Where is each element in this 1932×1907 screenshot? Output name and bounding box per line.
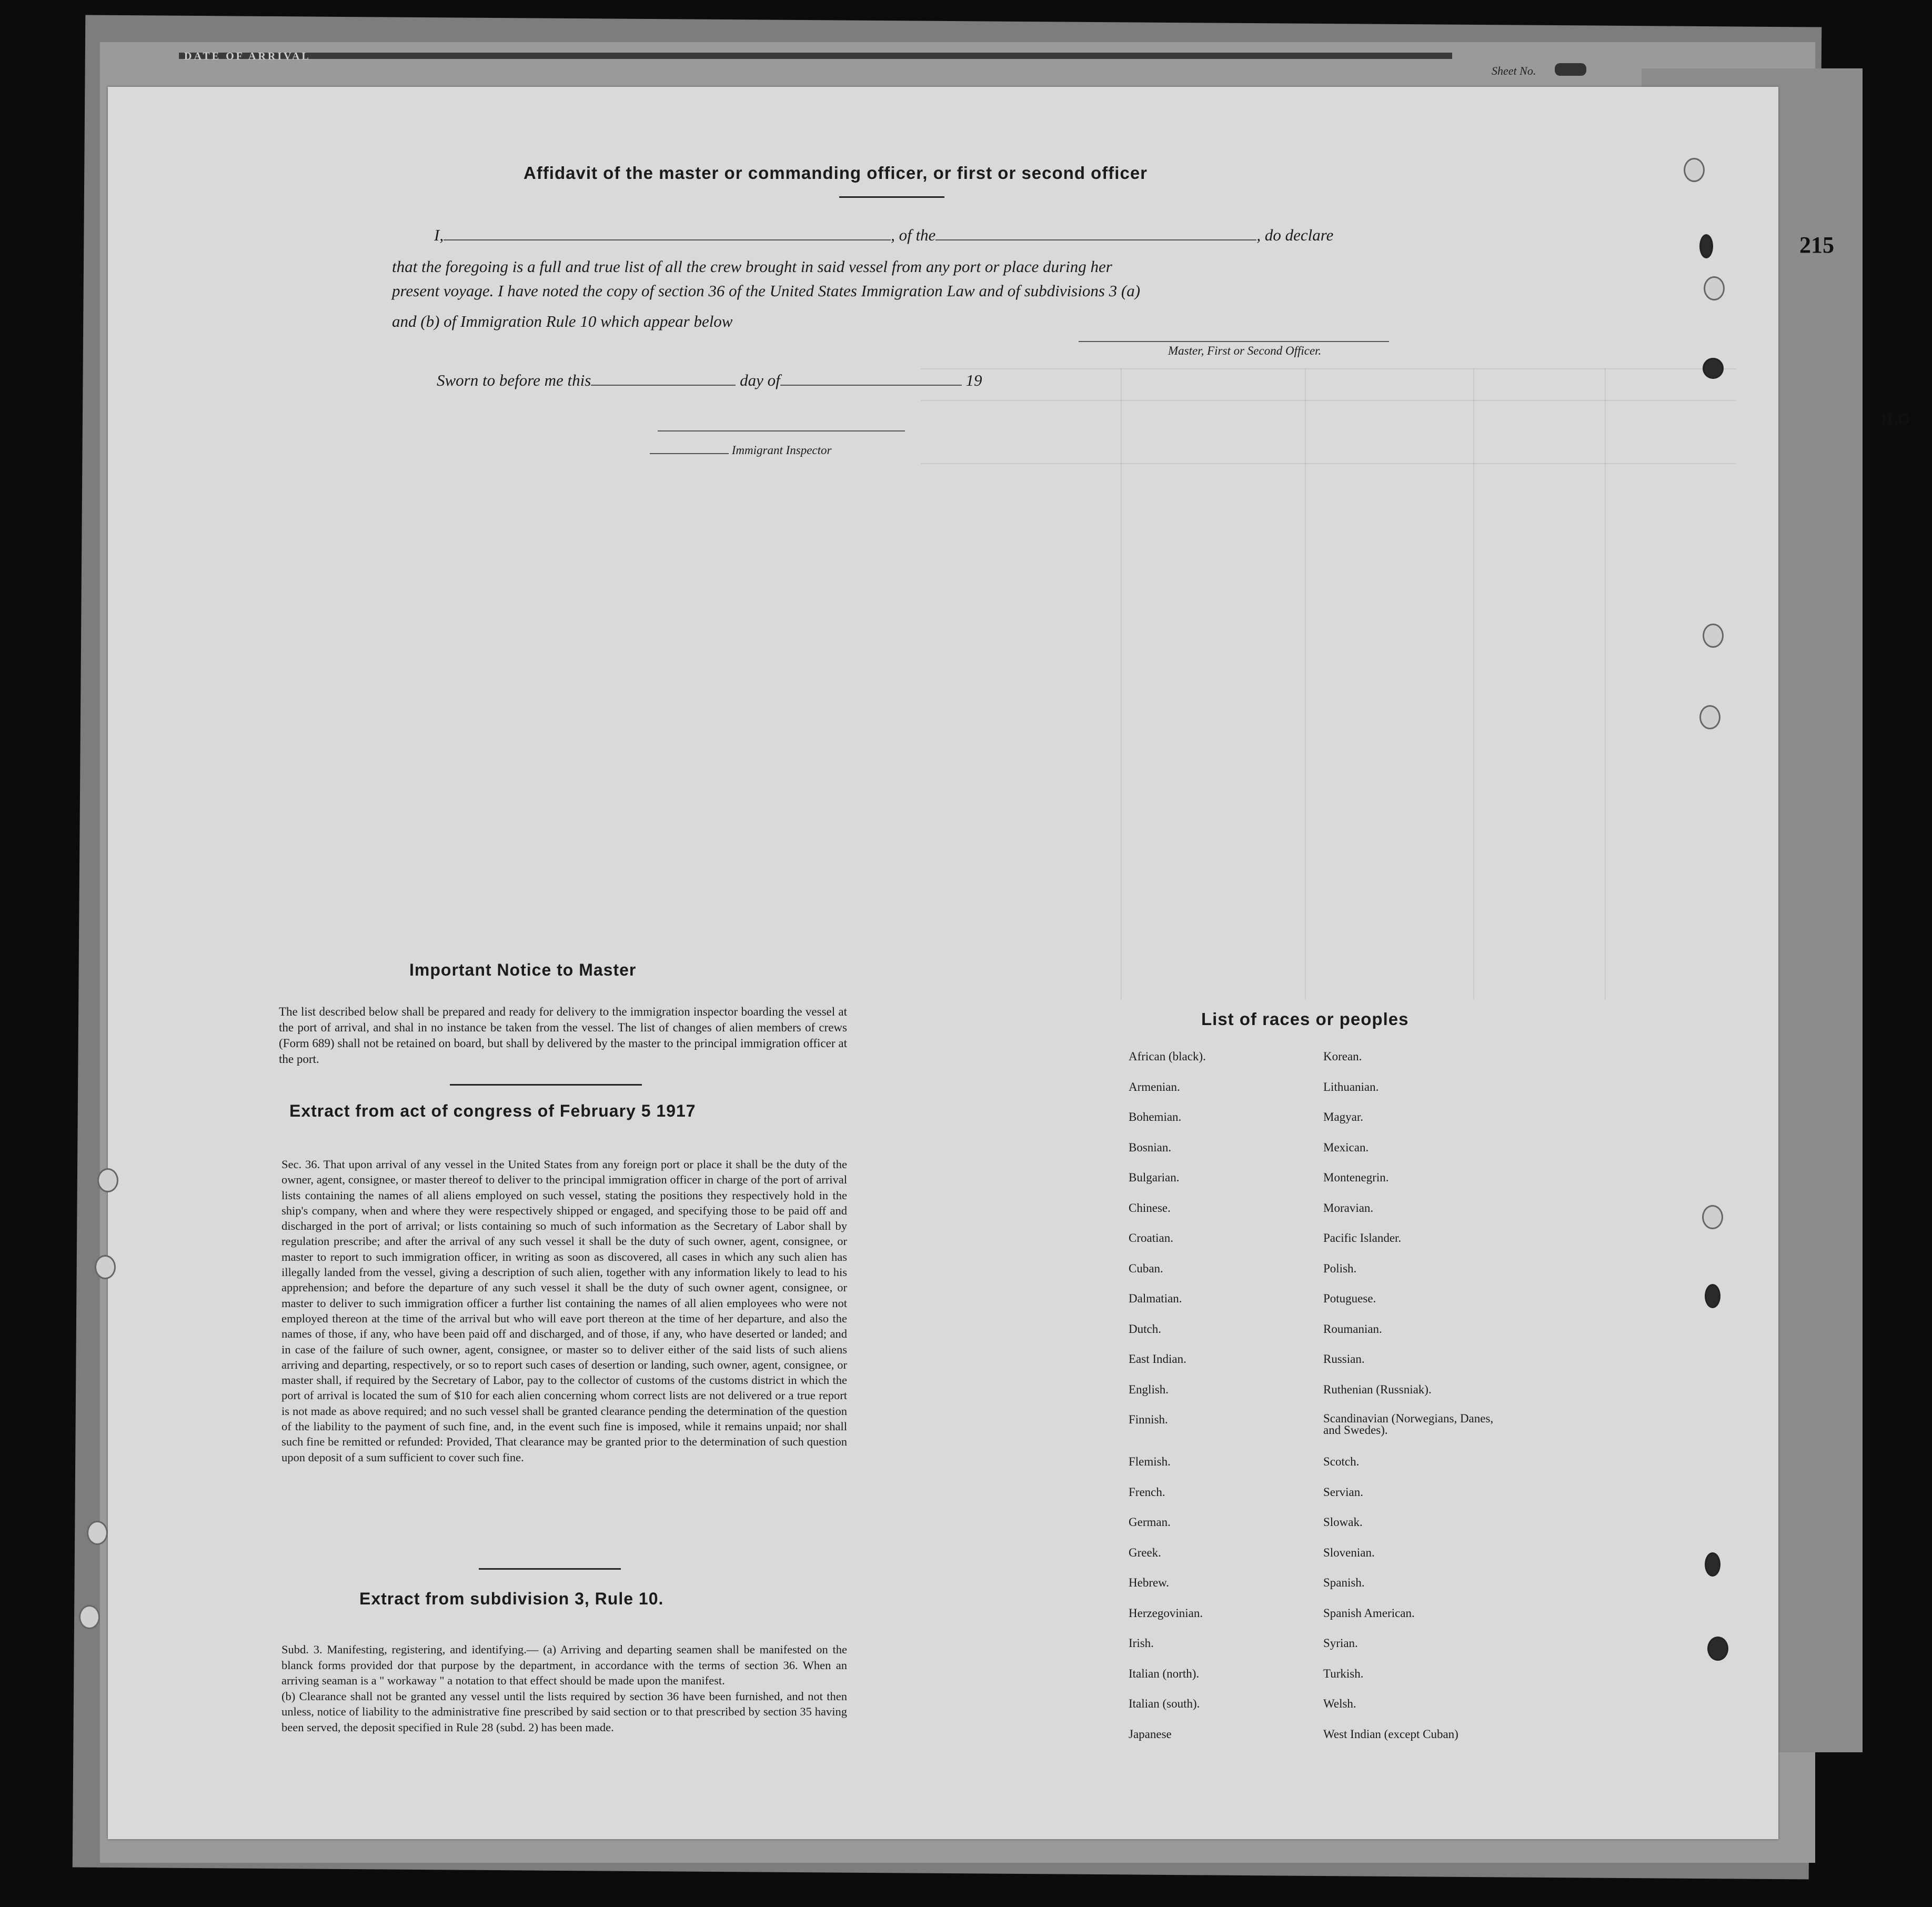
affidavit-line3: present voyage. I have noted the copy of section 36 of the United States Immigration Law and of subdivisions 3 (a) <box>392 282 1141 300</box>
race-right: Slovenian. <box>1323 1545 1375 1559</box>
sworn-day-blank <box>591 372 736 386</box>
inspector-signature-line <box>658 430 905 431</box>
binder-hole <box>97 1168 118 1192</box>
sworn-day-of: day of <box>740 371 780 389</box>
race-right: Polish. <box>1323 1261 1357 1275</box>
sheet-number-label: Sheet No. <box>1492 64 1536 77</box>
extract-act-title: Extract from act of congress of February 5 1917 <box>289 1101 696 1120</box>
race-right: Russian. <box>1323 1352 1365 1366</box>
binder-hole <box>1699 705 1720 729</box>
affidavit-i: I, <box>434 226 444 244</box>
affidavit-declare: , do declare <box>1256 226 1334 244</box>
race-left: French. <box>1129 1485 1165 1499</box>
inspector-label: Immigrant Inspector <box>731 444 832 457</box>
race-row <box>1126 1515 1547 1546</box>
race-row <box>1126 1171 1547 1201</box>
race-left: Finnish. <box>1129 1413 1168 1426</box>
inspector-blank <box>650 453 729 454</box>
race-right: Syrian. <box>1323 1637 1358 1650</box>
race-row <box>1126 1231 1547 1262</box>
race-row <box>1126 1110 1547 1141</box>
race-right: Slowak. <box>1323 1515 1363 1529</box>
binder-hole <box>1684 158 1705 182</box>
race-right: Ruthenian (Russniak). <box>1323 1382 1432 1396</box>
date-of-arrival-label: DATE OF ARRIVAL <box>184 51 311 62</box>
race-row <box>1126 1697 1547 1728</box>
races-list <box>1126 1050 1547 1758</box>
race-row <box>1126 1607 1547 1637</box>
race-right: Magyar. <box>1323 1110 1364 1123</box>
binder-hole <box>79 1605 100 1629</box>
race-row <box>1126 1322 1547 1353</box>
race-right: Welsh. <box>1323 1697 1356 1710</box>
race-left: Japanese <box>1129 1727 1172 1741</box>
race-row <box>1126 1637 1547 1667</box>
sworn-line <box>437 371 982 390</box>
notice-body: The list described below shall be prepared and ready for delivery to the immigration inspector boarding the vessel at the port of arrival, and shal in no instance be taken from the vessel. The list of changes of alien members of crews (Form 689) shall not be retained on board, but shall by delivered by the master to the principal immigration officer at the port. <box>279 1005 847 1066</box>
race-row <box>1126 1576 1547 1607</box>
race-left: Bohemian. <box>1129 1110 1182 1123</box>
binder-hole <box>1702 1205 1723 1229</box>
binder-hole <box>1704 276 1725 300</box>
race-row <box>1126 1728 1547 1758</box>
divider <box>839 196 944 198</box>
race-right: Lithuanian. <box>1323 1080 1379 1093</box>
page-number: 215 <box>1799 232 1834 258</box>
race-left: Bulgarian. <box>1129 1171 1180 1184</box>
affidavit-title: Affidavit of the master or commanding officer, or first or second officer <box>524 163 1148 183</box>
binder-hole <box>87 1521 108 1545</box>
race-left: English. <box>1129 1382 1169 1396</box>
race-left: Dalmatian. <box>1129 1292 1182 1305</box>
binder-hole <box>1703 358 1724 379</box>
race-row <box>1126 1080 1547 1111</box>
subdivision-para-a: Subd. 3. Manifesting, registering, and identifying.— (a) Arriving and departing seamen shall be manifested on the blanck forms provided dor that purpose by the department, in accordance with the terms of section 36. When an arriving seaman is a " workaway " a notation to that effect should be made upon the manifest. <box>281 1643 847 1687</box>
sheet-number-stamp <box>1555 63 1586 76</box>
binder-hole <box>1705 1552 1720 1577</box>
race-row <box>1126 1352 1547 1383</box>
race-row <box>1126 1383 1547 1413</box>
race-right: Roumanian. <box>1323 1322 1382 1336</box>
race-right: Potuguese. <box>1323 1292 1376 1305</box>
race-right: Turkish. <box>1323 1667 1364 1680</box>
race-right: Pacific Islander. <box>1323 1231 1402 1244</box>
race-left: African (black). <box>1129 1050 1206 1063</box>
race-row <box>1126 1546 1547 1577</box>
race-row <box>1126 1201 1547 1232</box>
signature-label: Master, First or Second Officer. <box>1168 344 1322 357</box>
race-right: Mexican. <box>1323 1140 1369 1154</box>
race-right: Scotch. <box>1323 1455 1360 1468</box>
race-right: West Indian (except Cuban) <box>1323 1727 1458 1741</box>
subdivision-3-text <box>281 1642 847 1735</box>
race-row <box>1126 1050 1547 1080</box>
vessel-blank <box>935 228 1256 240</box>
race-right: Spanish American. <box>1323 1606 1415 1620</box>
inspector-label-row <box>650 444 831 457</box>
signature-line <box>1079 341 1389 342</box>
race-left: Flemish. <box>1129 1455 1171 1468</box>
binder-hole <box>95 1255 116 1279</box>
race-right: Montenegrin. <box>1323 1171 1389 1184</box>
race-left: Italian (south). <box>1129 1697 1200 1710</box>
sworn-text: Sworn to before me this <box>437 371 591 389</box>
notice-title: Important Notice to Master <box>409 960 637 979</box>
race-left: Armenian. <box>1129 1080 1180 1093</box>
section-36-text: Sec. 36. That upon arrival of any vessel in the United States from any foreign port or place it shall be the duty of the owner, agent, consignee, or master thereof to deliver to the principal immigration officer in charge of the port of arrival lists containing the names of all aliens employed on such vessel, stating the positions they respectively hold in the ship's company, when and where they were respectively shipped or engaged, and specifying those to be paid off and discharged in the port of arrival; or lists containing so much of such information as the Secretary of Labor shall by regulation prescribe; and after the arrival of any such vessel it shall be the duty of such owner, agent, consignee, or master to report to such immigration officer, in writing as soon as discovered, all cases in which any such alien has illegally landed from the vessel, giving a description of such alien, together with any information likely to lead to his apprehension; and before the departure of any such vessel it shall be the duty of such owner agent, consignee, or master to deliver to such immigration officer a further list containing the names of all alien employees who were not employed thereon at the time of the arrival but who will eave port thereon at the time of her departure, and also the names of those, if any, who have been paid off and discharged, and of those, if any, who have deserted or landed; and in case of the failure of such owner, agent, consignee, or master so to deliver either of the said lists of such aliens arriving and departing, respectively, or so to report such cases of desertion or landing, such owner, agent, consignee, or master shall, if required by the Secretary of Labor, pay to the collector of customs of the customs district in which the port of arrival is located the sum of $10 for each alien concerning whom correct lists are not delivered or a true report is not made as above required; and no such vessel shall be granted clearance pending the determination of the question of the liability to the payment of such fine, and, in the event such fine is imposed, while it remains unpaid; nor shall such fine be remitted or refunded: Provided, That clearance may be granted prior to the determination of such question upon deposit of a sum sufficient to cover such fine. <box>281 1158 847 1464</box>
race-right: Spanish. <box>1323 1576 1365 1589</box>
race-left: Chinese. <box>1129 1201 1171 1215</box>
affidavit-line2: that the foregoing is a full and true list of all the crew brought in said vessel from any port or place during her <box>392 257 1112 276</box>
race-row <box>1126 1486 1547 1516</box>
race-left: Dutch. <box>1129 1322 1161 1336</box>
top-strip <box>179 53 1452 59</box>
race-right: Scandinavian (Norwegians, Danes, and Swedes). <box>1323 1412 1494 1437</box>
race-row <box>1126 1667 1547 1698</box>
race-left: Bosnian. <box>1129 1140 1172 1154</box>
subdivision-para-b: (b) Clearance shall not be granted any vessel until the lists required by section 36 have been furnished, and not then unless, notice of liability to the administrative fine prescribed by said section or to that prescribed by section 35 having been served, the deposit specified in Rule 28 (subd. 2) has been made. <box>281 1689 847 1734</box>
race-row <box>1126 1455 1547 1486</box>
edge-mark: ILO <box>1881 410 1910 428</box>
race-row <box>1126 1141 1547 1171</box>
race-row <box>1126 1413 1547 1455</box>
race-right: Korean. <box>1323 1050 1362 1063</box>
divider <box>479 1568 621 1570</box>
race-left: German. <box>1129 1515 1171 1529</box>
race-right: Servian. <box>1323 1485 1364 1499</box>
affidavit-of-the: , of the <box>891 226 936 244</box>
race-left: East Indian. <box>1129 1352 1186 1366</box>
race-left: Hebrew. <box>1129 1576 1170 1589</box>
race-right: Moravian. <box>1323 1201 1374 1215</box>
race-left: Cuban. <box>1129 1261 1163 1275</box>
race-left: Herzegovinian. <box>1129 1606 1203 1620</box>
race-left: Greek. <box>1129 1545 1161 1559</box>
binder-hole <box>1703 624 1724 648</box>
name-blank <box>444 228 891 240</box>
sworn-month-blank <box>780 372 962 386</box>
binder-hole <box>1705 1284 1720 1308</box>
divider <box>450 1084 642 1086</box>
affidavit-line4: and (b) of Immigration Rule 10 which appear below <box>392 312 733 330</box>
binder-hole <box>1699 234 1713 258</box>
extract-rule-title: Extract from subdivision 3, Rule 10. <box>359 1589 664 1608</box>
race-left: Irish. <box>1129 1637 1154 1650</box>
race-row <box>1126 1262 1547 1292</box>
affidavit-text <box>392 216 1392 340</box>
race-row <box>1126 1292 1547 1322</box>
sworn-year: 19 <box>965 371 982 389</box>
races-title: List of races or peoples <box>1201 1009 1409 1029</box>
binder-hole <box>1707 1637 1728 1661</box>
race-left: Italian (north). <box>1129 1667 1200 1680</box>
race-left: Croatian. <box>1129 1231 1173 1244</box>
